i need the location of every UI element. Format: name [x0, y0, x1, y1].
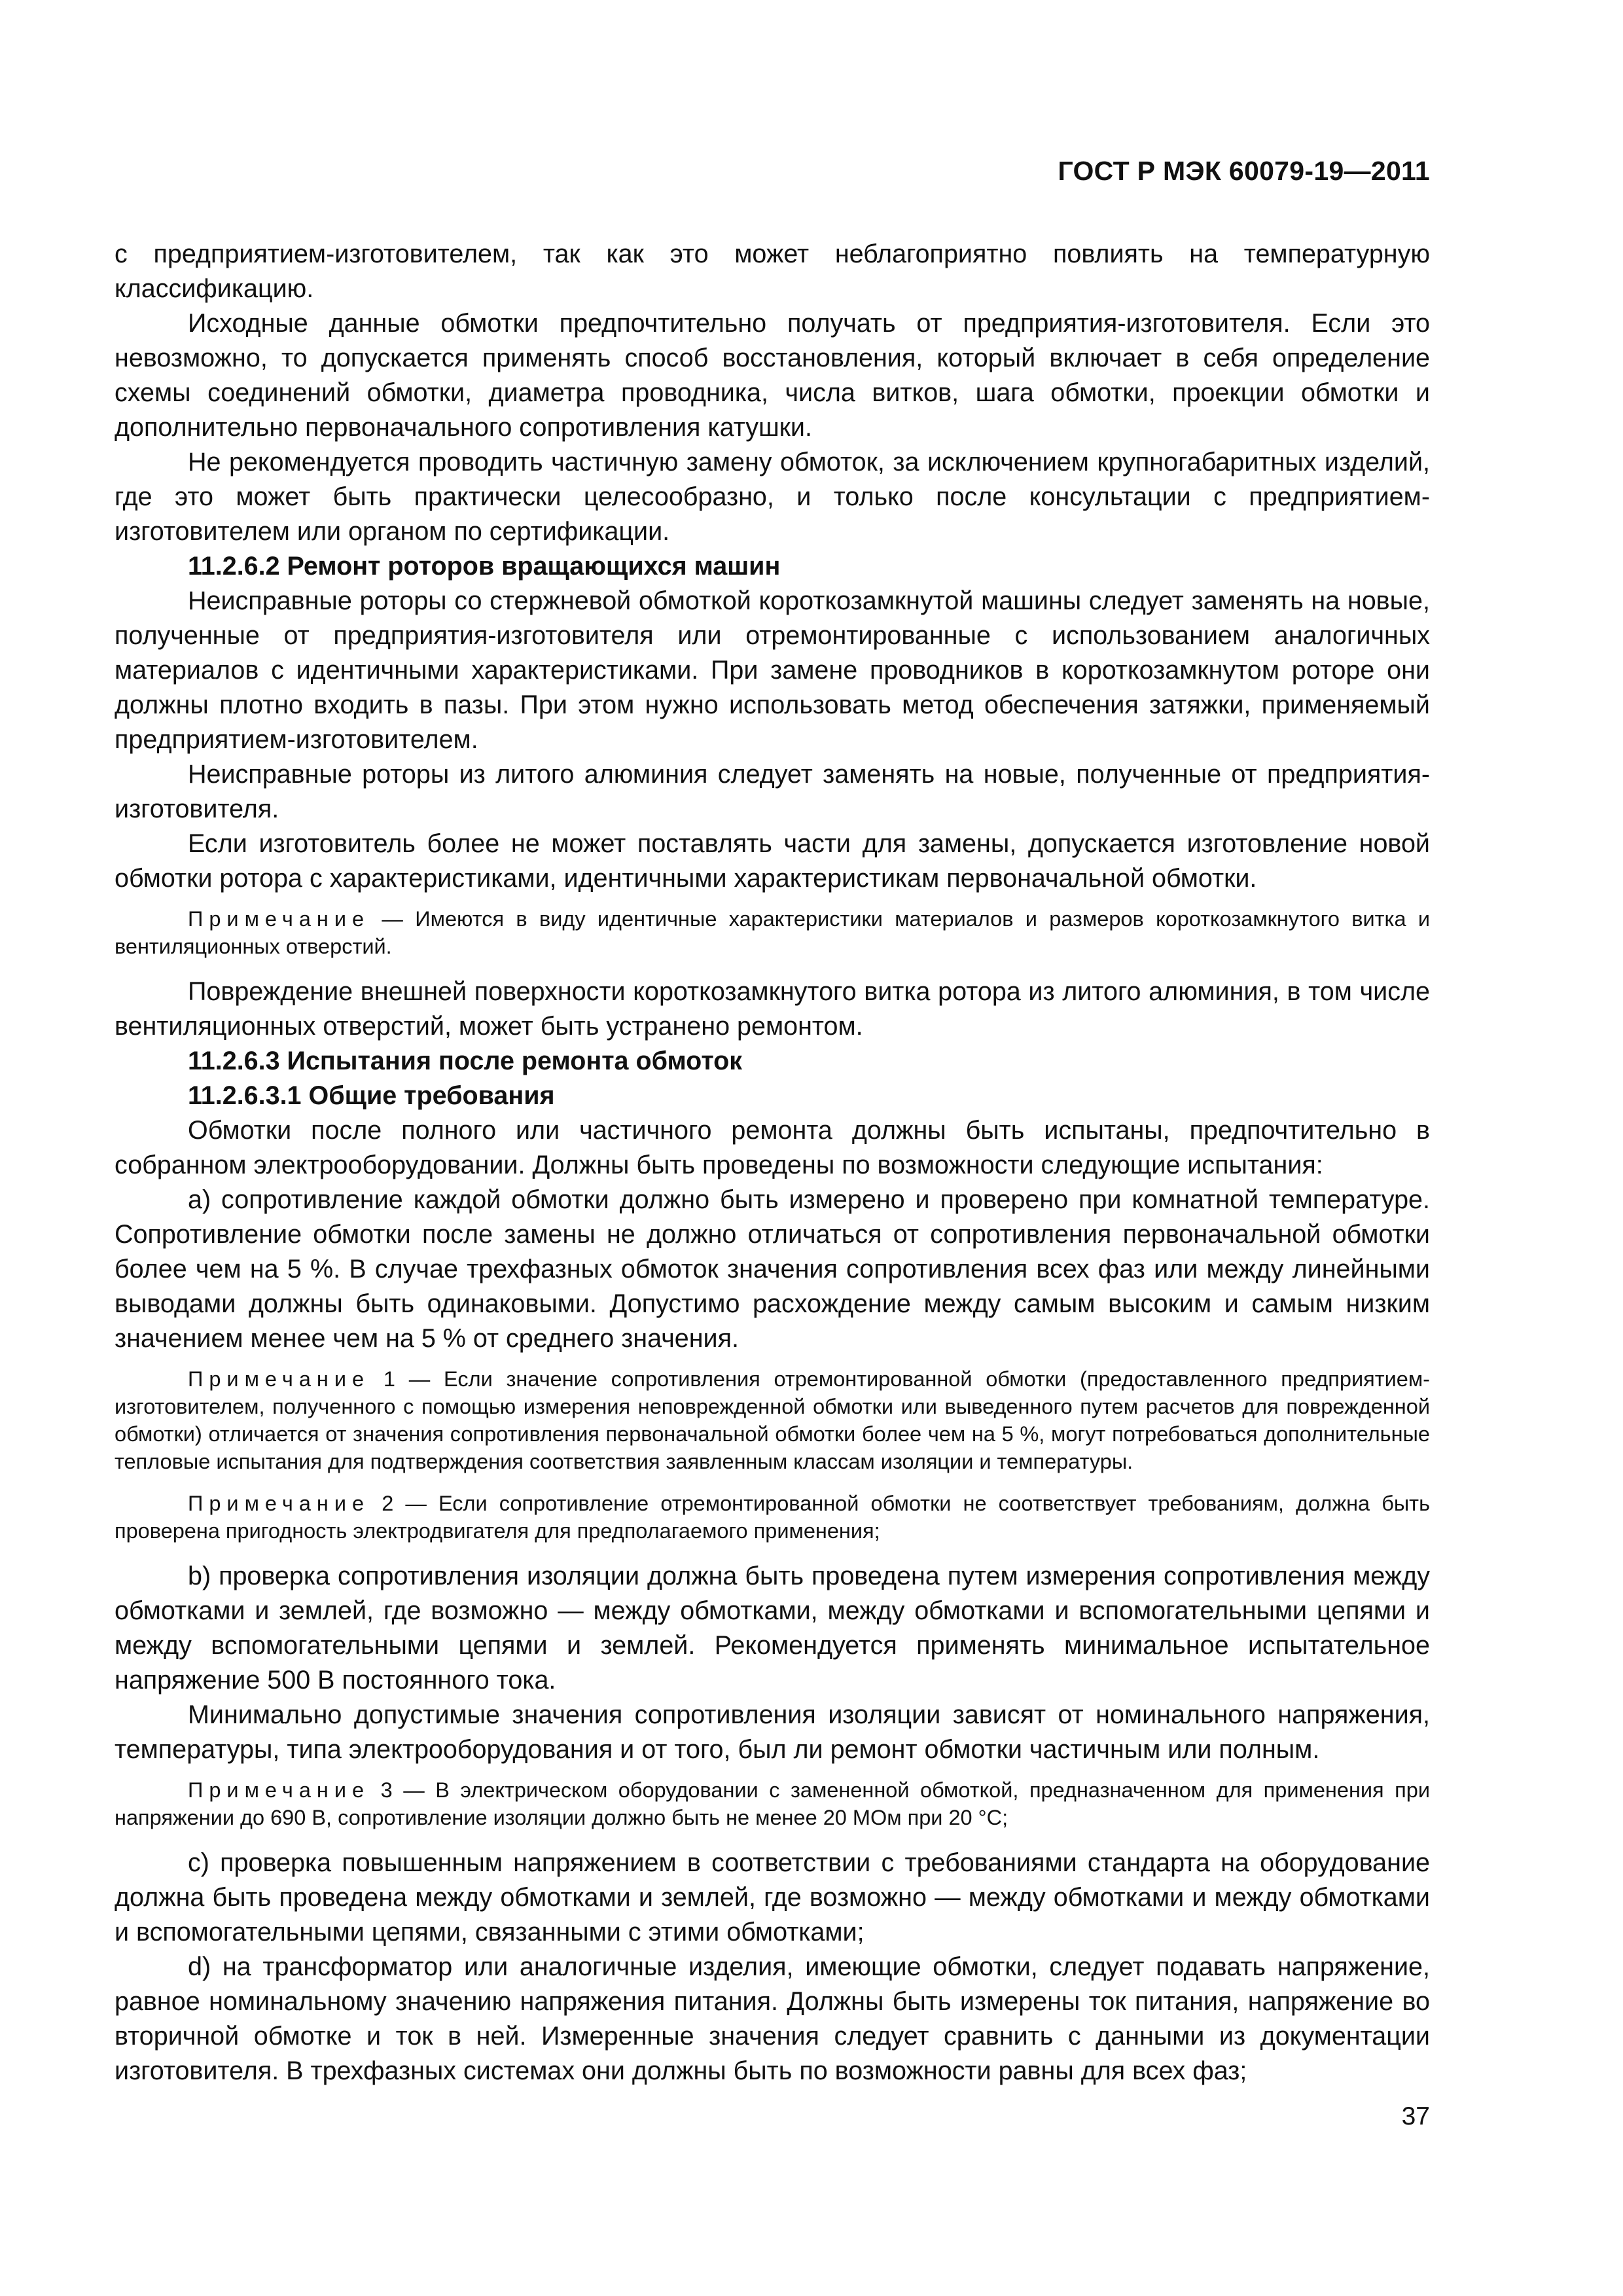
document-header: ГОСТ Р МЭК 60079-19—2011: [1058, 156, 1430, 186]
note: [115, 905, 1430, 960]
paragraph: Неисправные роторы со стержневой обмоткой короткозамкнутой машины следует заменять на новые, полученные от предприятия-изготовителя или отремонтированные с использованием аналогичных материалов с идентичными характеристиками. При замене проводников в короткозамкнутом роторе они должны плотно входить в пазы. При этом нужно использовать метод обеспечения затяжки, применяемый предприятием-изготовителем.: [115, 586, 1430, 754]
section-heading: 11.2.6.3 Испытания после ремонта обмоток: [188, 1047, 743, 1075]
section-heading: 11.2.6.2 Ремонт роторов вращающихся машин: [188, 552, 781, 581]
document-page: [115, 0, 1430, 2296]
paragraph: Повреждение внешней поверхности короткозамкнутого витка ротора из литого алюминия, в том числе вентиляционных отверстий, может быть устранено ремонтом.: [115, 977, 1430, 1041]
note: [115, 1365, 1430, 1475]
list-item: b) проверка сопротивления изоляции должна быть проведена путем измерения сопротивления между обмотками и землей, где возможно — между обмотками, между обмотками и вспомогательными цепями и между вспомогательными цепями и землей. Рекомендуется применять минимальное испытательное напряжение 500 В постоянного тока.: [115, 1562, 1430, 1695]
list-item: c) проверка повышенным напряжением в соответствии с требованиями стандарта на оборудование должна быть проведена между обмотками и землей, где возможно — между обмотками и между обмотками и вспомогательными цепями, связанными с этими обмотками;: [115, 1848, 1430, 1946]
note-text: 2 — Если сопротивление отремонтированной обмотки не соответствует требованиям, должна быть проверена пригодность электродвигателя для предполагаемого применения;: [115, 1492, 1430, 1543]
note-label: Примечание: [188, 1778, 370, 1802]
document-body: [115, 237, 1430, 2089]
page-number: 37: [1401, 2102, 1430, 2130]
note: [115, 1776, 1430, 1831]
list-item: a) сопротивление каждой обмотки должно быть измерено и проверено при комнатной температуре. Сопротивление обмотки после замены не должно отличаться от сопротивления первоначальной обмотки более чем на 5 %. В случае трехфазных обмоток значения сопротивления всех фаз или между линейными выводами должны быть одинаковыми. Допустимо расхождение между самым высоким и самым низким значением менее чем на 5 % от среднего значения.: [115, 1185, 1430, 1353]
note-text: 1 — Если значение сопротивления отремонтированной обмотки (предоставленного предприятием-изготовителем, полученного с помощью измерения неповрежденной обмотки или выведенного путем расчетов для поврежденной обмотки) отличается от значения сопротивления первоначальной обмотки более чем на 5 %, могут потребоваться дополнительные тепловые испытания для подтверждения соответствия заявленным классам изоляции и температуры.: [115, 1367, 1430, 1473]
paragraph: Обмотки после полного или частичного ремонта должны быть испытаны, предпочтительно в собранном электрооборудовании. Должны быть проведены по возможности следующие испытания:: [115, 1116, 1430, 1179]
note: [115, 1490, 1430, 1545]
paragraph: Неисправные роторы из литого алюминия следует заменять на новые, полученные от предприятия-изготовителя.: [115, 760, 1430, 823]
note-text: 3 — В электрическом оборудовании с замененной обмоткой, предназначенном для применения при напряжении до 690 В, сопротивление изоляции должно быть не менее 20 МОм при 20 °С;: [115, 1778, 1430, 1829]
note-text: — Имеются в виду идентичные характеристики материалов и размеров короткозамкнутого витка и вентиляционных отверстий.: [115, 907, 1430, 958]
note-label: Примечание: [188, 1367, 370, 1391]
paragraph: Исходные данные обмотки предпочтительно получать от предприятия-изготовителя. Если это невозможно, то допускается применять способ восстановления, который включает в себя определение схемы соединений обмотки, диаметра проводника, числа витков, шага обмотки, проекции обмотки и дополнительно первоначального сопротивления катушки.: [115, 309, 1430, 442]
paragraph: Минимально допустимые значения сопротивления изоляции зависят от номинального напряжения, температуры, типа электрооборудования и от того, был ли ремонт обмотки частичным или полным.: [115, 1700, 1430, 1764]
paragraph: с предприятием-изготовителем, так как это может неблагоприятно повлиять на температурную классификацию.: [115, 240, 1430, 303]
note-label: Примечание: [188, 1492, 370, 1515]
note-label: Примечание: [188, 907, 370, 931]
paragraph: Если изготовитель более не может поставлять части для замены, допускается изготовление новой обмотки ротора с характеристиками, идентичными характеристикам первоначальной обмотки.: [115, 829, 1430, 893]
subsection-heading: 11.2.6.3.1 Общие требования: [188, 1081, 555, 1110]
paragraph: Не рекомендуется проводить частичную замену обмоток, за исключением крупногабаритных изделий, где это может быть практически целесообразно, и только после консультации с предприятием-изготовителем или органом по сертификации.: [115, 448, 1430, 546]
list-item: d) на трансформатор или аналогичные изделия, имеющие обмотки, следует подавать напряжение, равное номинальному значению напряжения питания. Должны быть измерены ток питания, напряжение во вторичной обмотке и ток в ней. Измеренные значения следует сравнить с данными из документации изготовителя. В трехфазных системах они должны быть по возможности равны для всех фаз;: [115, 1952, 1430, 2085]
